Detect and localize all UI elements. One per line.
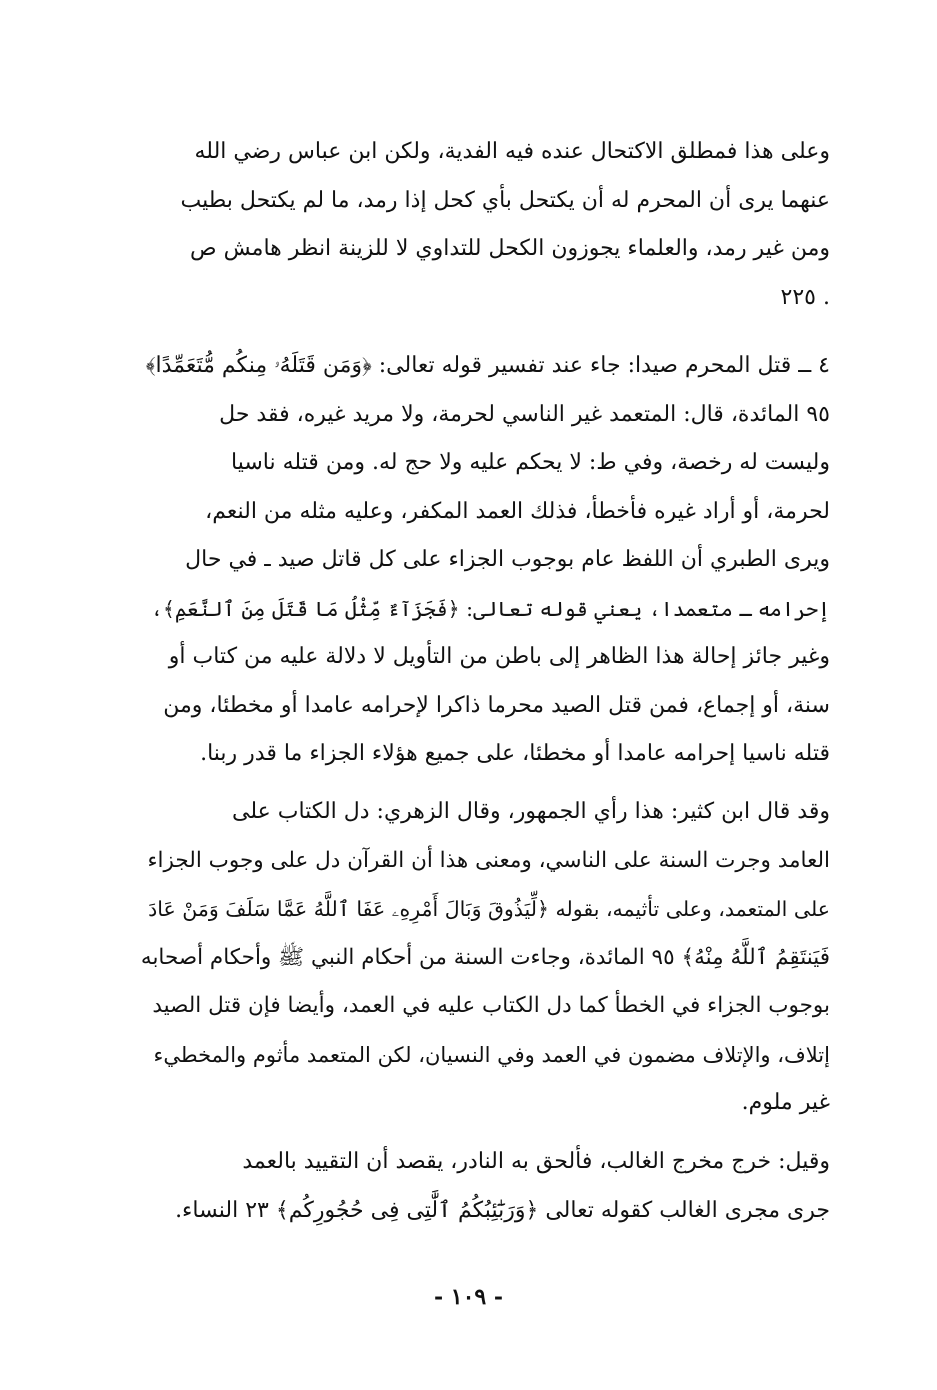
text-line: وغير جائز إحالة هذا الظاهر إلى باطن من التأويل لا دلالة عليه من كتاب أو: [168, 644, 830, 669]
paragraph-majority-case: [138, 1138, 830, 1235]
paragraph-killing-game: [138, 342, 830, 779]
text-line: وعلى هذا فمطلق الاكتحال عنده فيه الفدية، ولكن ابن عباس رضي الله: [194, 139, 830, 164]
text-line: عنهما يرى أن المحرم له أن يكتحل بأي كحل إذا رمد، ما لم يكتحل بطيب: [180, 187, 830, 213]
text-line: إتلاف، والإتلاف مضمون في العمد وفي النسيان، لكن المتعمد مأثوم والمخطيء: [153, 1042, 830, 1067]
text-line: . ٢٢٥: [780, 284, 830, 310]
text-line: العامد وجرت السنة على الناسي، ومعنى هذا أن القرآن دل على وجوب الجزاء: [147, 847, 830, 873]
page-number: - ١٠٩ -: [433, 1284, 504, 1310]
text-line: ومن غير رمد، والعلماء يجوزون الكحل للتداوي لا للزينة انظر هامش ص: [190, 236, 830, 261]
text-line: جرى مجرى الغالب كقوله تعالى ﴿وَرَبَٰٓئِبُكُمُ ٱلَّٰتِى فِى حُجُورِكُم﴾ ٢٣ النساء.: [175, 1197, 830, 1223]
text-line: وقد قال ابن كثير: هذا رأي الجمهور، وقال الزهري: دل الكتاب على: [232, 799, 830, 824]
text-line: وليست له رخصة، وفي ط: لا يحكم عليه ولا حج له. ومن قتله ناسيا: [231, 450, 830, 475]
text-line: غير ملوم.: [741, 1090, 830, 1115]
text-line: على المتعمد، وعلى تأثيمه، بقوله ﴿لِّيَذُوقَ وَبَالَ أَمْرِهِۦ عَفَا ٱللَّهُ عَمَّا سَلَفَ وَمَنْ عَادَ: [148, 897, 830, 921]
text-line: سنة، أو إجماع، فمن قتل الصيد محرما ذاكرا لإحرامه عامدا أو مخطئا، ومن: [163, 692, 830, 718]
text-line: فَيَنتَقِمُ ٱللَّهُ مِنْهُ﴾ ٩٥ المائدة، وجاءت السنة من أحكام النبي ﷺ وأحكام أصحابه: [140, 944, 830, 970]
text-line: ويرى الطبري أن اللفظ عام بوجوب الجزاء على كل قاتل صيد ـ في حال: [185, 547, 830, 572]
text-line: قتله ناسيا إحرامه عامدا أو مخطئا، على جميع هؤلاء الجزاء ما قدر ربنا.: [200, 741, 830, 766]
text-line: إحرامه ـ متعمدا، يعني قوله تعالى: ﴿فَجَزَآءٌ مِّثْلُ مَا قَتَلَ مِنَ ٱلنَّعَمِ﴾،: [150, 596, 830, 621]
text-line: ٤ ــ قتل المحرم صيدا: جاء عند تفسير قوله تعالى: ﴿وَمَن قَتَلَهُۥ مِنكُم مُّتَعَمِّدًا﴾: [145, 353, 830, 378]
text-line: وقيل: خرج مخرج الغالب، فألحق به النادر، يقصد أن التقييد بالعمد: [242, 1149, 830, 1174]
text-line: لحرمة، أو أراد غيره فأخطأ، فذلك العمد المكفر، وعليه مثله من النعم،: [205, 498, 830, 524]
text-line: بوجوب الجزاء في الخطأ كما دل الكتاب عليه في العمد، وأيضا فإن قتل الصيد: [152, 993, 830, 1018]
paragraph-ibn-kathir: [138, 788, 830, 1128]
paragraph-kohl-ruling: [138, 128, 830, 322]
text-line: ٩٥ المائدة، قال: المتعمد غير الناسي لحرمة، ولا مريد غيره، فقد حل: [219, 401, 830, 427]
